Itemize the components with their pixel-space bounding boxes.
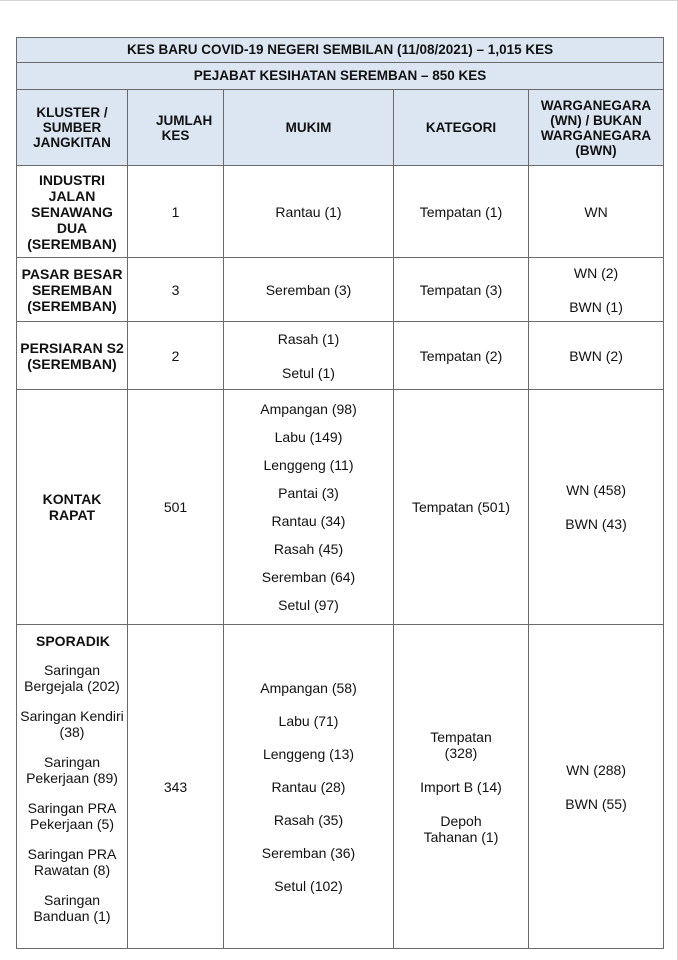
cell-kategori xyxy=(394,322,529,390)
sporadik-item: Saringan Banduan (1) xyxy=(33,892,111,924)
table-row xyxy=(17,390,664,625)
cell-mukim xyxy=(224,166,394,258)
table-title: KES BARU COVID-19 NEGERI SEMBILAN (11/08/2021) – 1,015 KES xyxy=(17,38,664,63)
cell-kluster: KONTAK RAPAT xyxy=(17,390,128,625)
column-header-row xyxy=(17,90,664,166)
cluster-sporadik-title: SPORADIK xyxy=(36,633,110,649)
cell-kategori xyxy=(394,166,529,258)
cell-jumlah: 1 xyxy=(128,166,224,258)
kategori-item: Tempatan (501) xyxy=(411,499,511,515)
sporadik-item: Saringan Pekerjaan (89) xyxy=(26,754,118,786)
sporadik-item: Saringan Kendiri (38) xyxy=(20,708,124,740)
mukim-item: Rasah (1) xyxy=(277,330,340,347)
cell-jumlah: 3 xyxy=(128,258,224,322)
warganegara-item: BWN (2) xyxy=(569,347,623,364)
cell-mukim xyxy=(224,625,394,949)
covid-cases-table xyxy=(16,37,664,949)
cell-kategori xyxy=(394,625,529,949)
warganegara-item: BWN (55) xyxy=(565,795,627,812)
header-kluster: KLUSTER / SUMBER JANGKITAN xyxy=(17,90,128,166)
cell-kategori xyxy=(394,258,529,322)
kategori-item: Tempatan (3) xyxy=(419,281,503,298)
mukim-item: Rantau (1) xyxy=(275,203,342,220)
kategori-item: Tempatan (2) xyxy=(419,347,503,364)
mukim-item: Seremban (64) xyxy=(261,569,356,585)
mukim-item: Setul (1) xyxy=(282,364,335,381)
mukim-item: Rasah (35) xyxy=(273,811,344,828)
cell-warganegara xyxy=(529,258,664,322)
table-subtitle-row xyxy=(17,63,664,90)
mukim-item: Ampangan (58) xyxy=(260,679,357,696)
header-warganegara: WARGANEGARA (WN) / BUKAN WARGANEGARA (BWN) xyxy=(529,90,664,166)
sporadik-item: Saringan Bergejala (202) xyxy=(24,662,120,694)
table-row xyxy=(17,625,664,949)
warganegara-item: WN xyxy=(584,203,608,220)
cell-mukim xyxy=(224,322,394,390)
cell-kluster: INDUSTRI JALAN SENAWANG DUA (SEREMBAN) xyxy=(17,166,128,258)
cell-kategori xyxy=(394,390,529,625)
cell-warganegara xyxy=(529,625,664,949)
mukim-item: Labu (149) xyxy=(274,429,343,445)
mukim-item: Rantau (34) xyxy=(271,513,346,529)
kategori-item: Depoh Tahanan (1) xyxy=(423,812,499,845)
cell-kluster xyxy=(17,625,128,949)
kategori-item: Import B (14) xyxy=(420,778,502,795)
warganegara-item: WN (288) xyxy=(566,761,626,778)
mukim-item: Seremban (3) xyxy=(265,281,352,298)
mukim-item: Lenggeng (13) xyxy=(262,745,355,762)
table-row xyxy=(17,258,664,322)
cell-kluster: PERSIARAN S2 (SEREMBAN) xyxy=(17,322,128,390)
cell-warganegara xyxy=(529,166,664,258)
cell-mukim xyxy=(224,258,394,322)
cell-warganegara xyxy=(529,390,664,625)
kategori-item: Tempatan (328) xyxy=(430,728,492,761)
cell-jumlah: 2 xyxy=(128,322,224,390)
cell-kluster: PASAR BESAR SEREMBAN (SEREMBAN) xyxy=(17,258,128,322)
header-mukim: MUKIM xyxy=(224,90,394,166)
warganegara-item: BWN (43) xyxy=(565,516,627,532)
table-subtitle: PEJABAT KESIHATAN SEREMBAN – 850 KES xyxy=(17,63,664,90)
warganegara-item: WN (2) xyxy=(573,264,619,281)
sporadik-item: Saringan PRA Pekerjaan (5) xyxy=(27,800,117,832)
mukim-item: Ampangan (98) xyxy=(260,401,357,417)
kategori-item: Tempatan (1) xyxy=(419,203,503,220)
cell-jumlah: 501 xyxy=(128,390,224,625)
header-kategori: KATEGORI xyxy=(394,90,529,166)
mukim-item: Setul (97) xyxy=(278,597,339,613)
table-row xyxy=(17,322,664,390)
cluster-sporadik-list xyxy=(18,662,126,924)
warganegara-item: WN (458) xyxy=(566,482,626,498)
sporadik-item: Saringan PRA Rawatan (8) xyxy=(27,846,117,878)
table-title-row xyxy=(17,38,664,63)
mukim-item: Pantai (3) xyxy=(278,485,339,501)
mukim-item: Rantau (28) xyxy=(271,778,346,795)
warganegara-item: BWN (1) xyxy=(569,298,623,315)
table-row xyxy=(17,166,664,258)
mukim-item: Rasah (45) xyxy=(273,541,344,557)
mukim-item: Seremban (36) xyxy=(261,844,356,861)
cell-mukim xyxy=(224,390,394,625)
mukim-item: Labu (71) xyxy=(278,712,339,729)
mukim-item: Setul (102) xyxy=(274,877,343,894)
cell-jumlah: 343 xyxy=(128,625,224,949)
cell-warganegara xyxy=(529,322,664,390)
mukim-item: Lenggeng (11) xyxy=(263,457,354,473)
header-jumlah: JUMLAH KES xyxy=(128,90,224,166)
